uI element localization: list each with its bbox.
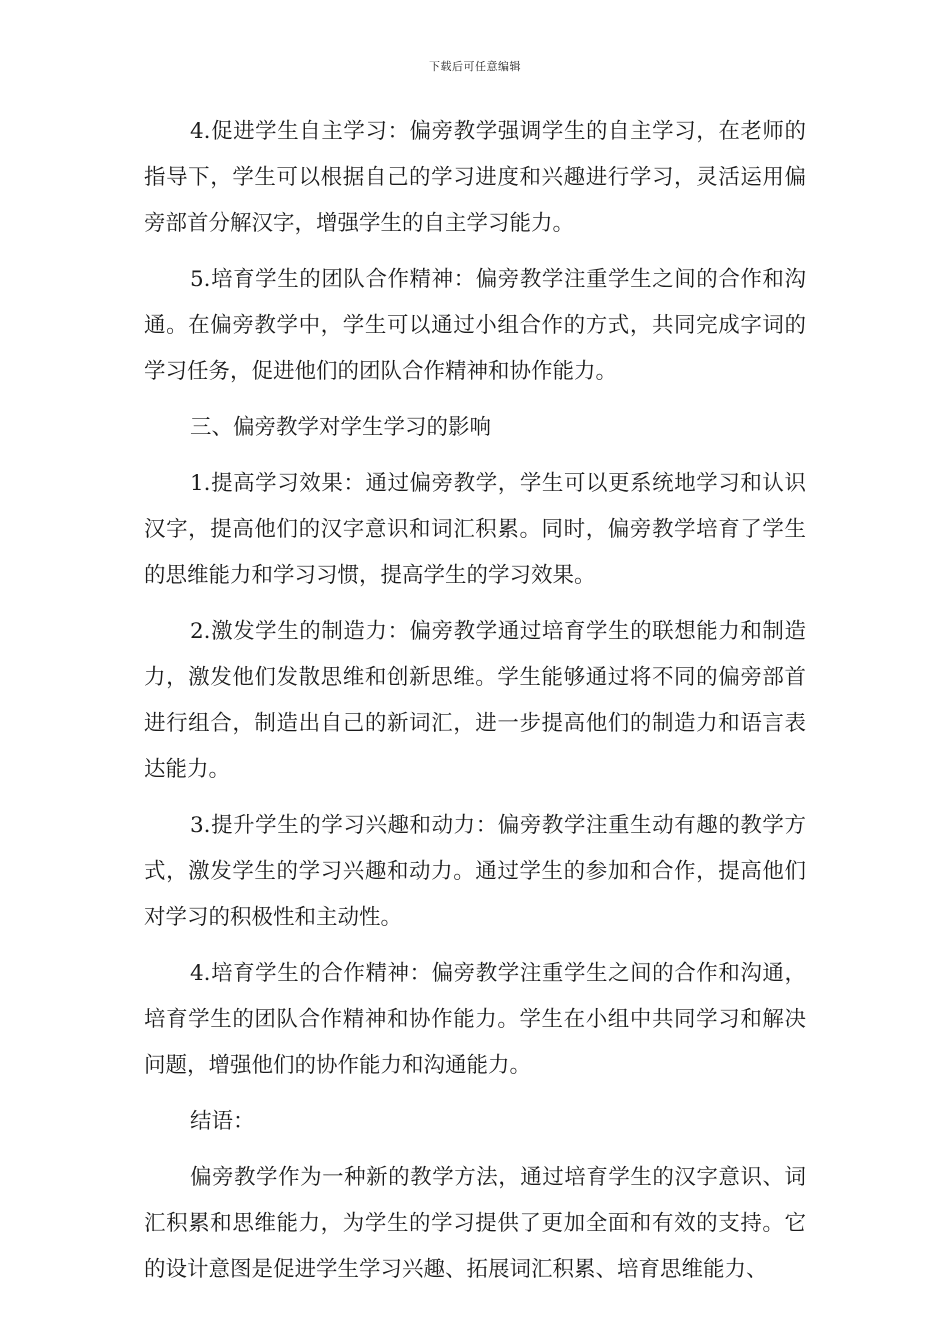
document-body: [144, 109, 806, 1293]
paragraph-cooperation: 4.培育学生的合作精神：偏旁教学注重学生之间的合作和沟通，培育学生的团队合作精神和协作能力。学生在小组中共同学习和解决问题，增强他们的协作能力和沟通能力。: [144, 961, 806, 1078]
page-header-note: 下载后可任意编辑: [429, 60, 521, 73]
paragraph-teamwork-spirit: 5.培育学生的团队合作精神：偏旁教学注重学生之间的合作和沟通。在偏旁教学中，学生可以通过小组合作的方式，共同完成字词的学习任务，促进他们的团队合作精神和协作能力。: [144, 267, 806, 384]
paragraph-interest-motivation: 3.提升学生的学习兴趣和动力：偏旁教学注重生动有趣的教学方式，激发学生的学习兴趣和动力。通过学生的参加和合作，提高他们对学习的积极性和主动性。: [144, 813, 806, 930]
paragraph-autonomous-learning: 4.促进学生自主学习：偏旁教学强调学生的自主学习，在老师的指导下，学生可以根据自己的学习进度和兴趣进行学习，灵活运用偏旁部首分解汉字，增强学生的自主学习能力。: [144, 119, 806, 236]
paragraph-conclusion: 偏旁教学作为一种新的教学方法，通过培育学生的汉字意识、词汇积累和思维能力，为学生的学习提供了更加全面和有效的支持。它的设计意图是促进学生学习兴趣、拓展词汇积累、培育思维能力、: [144, 1165, 806, 1282]
paragraph-creativity: 2.激发学生的制造力：偏旁教学通过培育学生的联想能力和制造力，激发他们发散思维和创新思维。学生能够通过将不同的偏旁部首进行组合，制造出自己的新词汇，进一步提高他们的制造力和语言表达能力。: [144, 619, 806, 782]
paragraph-learning-effect: 1.提高学习效果：通过偏旁教学，学生可以更系统地学习和认识汉字，提高他们的汉字意识和词汇积累。同时，偏旁教学培育了学生的思维能力和学习习惯，提高学生的学习效果。: [144, 471, 806, 588]
section-heading-impact: 三、偏旁教学对学生学习的影响: [190, 415, 492, 440]
conclusion-heading: 结语：: [190, 1109, 255, 1134]
